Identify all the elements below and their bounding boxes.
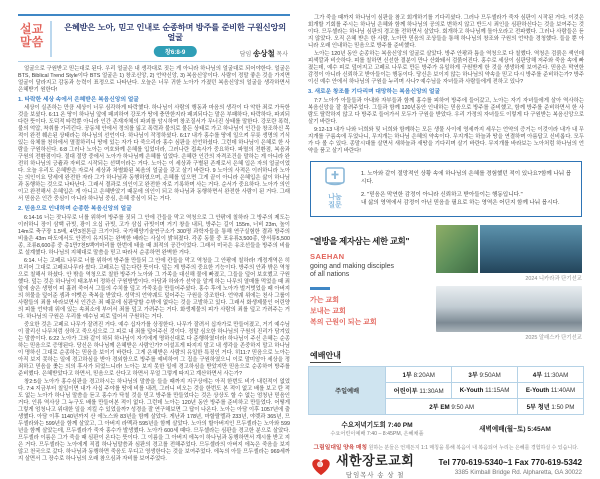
worship-cell-kyouth-label: K-Youth [459,386,484,394]
sharing-questions-box [310,161,582,217]
sermon-subrow [60,46,290,57]
mission-photos-column [436,225,582,341]
sharing-questions [361,170,575,207]
worship-cell-1bu [386,366,452,382]
worship-cell-1bu-time: 8:20AM [411,371,435,379]
mission-item-blessing: 복의 근원이 되는 교회 [310,318,377,326]
worship-table [308,366,584,415]
worship-cell-5bu-label: 5부 청년 [526,403,550,411]
section1-heading: 1. 타락한 세상 속에서 은혜받은 복음신앙의 얼굴 [18,96,139,103]
mission-items [310,296,428,329]
sharing-question-1: 1. 노아와 같이 절망적인 상황 속에 하나님의 은혜를 경험했던 적이 있나요?함께 나눠 봅시다. [361,170,572,186]
worship-cell-children-label: 어린이부 [393,387,418,395]
sermon-label-line2: 말씀 [20,35,44,50]
sermon-label [18,21,52,57]
sharing-box-left [317,167,353,211]
pastor-prefix: 담임 [239,51,253,58]
mission-photo-2025-caption: 2025 알래스카 단기선교 [525,334,582,341]
worship-cell-5bu-youngadult [518,398,584,414]
mission-tagline-line1: going and making disciples [310,262,395,270]
church-contact [439,458,582,476]
worship-cell-2bu-em-time: 9:50 AM [449,403,475,411]
sharing-question-2-text: 내 삶의 영역에서 감정이 아닌 믿음을 필요로 하는 영역은 어딘지 함께 나눠 봅시다. [361,200,560,207]
worship-rowheader-sunday: 주일예배 [309,366,386,414]
matching-text: 원하는 분들은 언제든지 1:1 매칭을 통해 복음이 내 복음되어 누리는 은혜를 경험하실 수 있습니다. [367,444,579,451]
pastor-suffix: 목사 [274,51,288,58]
worship-cell-children-time: 11:30AM [417,387,444,395]
sermon-header [18,14,290,62]
pastor-line [240,48,288,59]
worship-cell-4bu-label: 4부 [532,371,543,379]
church-name: 새한장로교회 [336,453,415,469]
worship-cell-kyouth-time: 11:15AM [483,386,510,394]
section2-paragraph-1: 6:14-16 너는 잣나무로 너를 위하여 방주를 짓되 그 안에 간들을 막고 역청으로 그 안팎에 칠하라 그 방주의 제도는 이러하니 장이 삼백 규빗, 광이 오십 규빗, 고가 삼십 규빗이며 거기 창을 내되, 방주는 길이 155m, 너비 23m, 높이 14m로 축구장 1.5배, 4만3천톤급 크기이다. 국가해양기술연구소가 300명 과학자들을 통해 연구실험한 결과 방주의 비율은 43m 파도에서도 안전이 유지되는 완벽한 배라는 사실이 밝혀졌다. 각종 동물 중 포유류3,500종, 양서류5,500종, 조류8,600종 중 총1만7천5백여마리를 한번에 태울 때 최적의 공간이었다. 그래서 미국은 유조선들을 방주의 비율로 설계했다. 하나님의 지혜대로 말씀을 믿고 따라서 순종하면 완벽한 거다. [18,214,290,256]
section2-paragraph-2: 6:14. 너는 고페르 나무로 너를 위하여 방주를 만들되 그 안에 칸들을 막고 역청을 그 안팎에 칠하라! 개정개역은 히브리어 그대로 고페르나무라 썼다. 고페르는 덮는다란 뜻이다. 덮는 게 방주의 중요한 기능이다. 방주의 안과 밖은 역청으로 칠해서 하셨다. 안 밖을 역청으로 칠한 방주가 노아와 그 가족을 대신해 물에 빠졌고, 그들을 덮어 보호했고 구원했다. 덮는 것은 하나님이 태초부터 정하신 구원방법이다. 아담과 하와가 선악을 알게 하는 나무의 열매를 먹었을 때 죄 앞에 숨은 생명이 피 흘려 죽어서 그들의 수치를 덮고 가죽옷을 만들어주셨다. 홍수 후에 노아가 벌거벗었을 때 아버지의 허물을 덮어준 셈과 야벳은 축복을 받았다. 성막의 언약궤도 덮어주는 구원을 강조한다. 언약궤 위에는 천사 그룹이 사람들의 죄를 바라보면서 인간은 죄 때문에 심판당할 수밖에 없다는 것을 고발하고 있다. 그래서 화생제물인 어린양의 피를 언약궤 위에 있는 속죄소에 부어서 죄를 덮고 가려주는 거다. 화생제물의 피가 사람의 죄를 덮고 가려주는 거다. 하나님의 구원은 우리를 예수님 피로 덮어서 구원하는 거다. [18,257,290,321]
sharing-label-line1: 나눔 [328,193,342,201]
wednesday-children-small: 수요어린이예배 7:40 – 8:45PM, 은혜채플 [330,430,424,437]
mission-photo-2024-caption: 2024 니카라과 단기선교 [525,275,582,282]
church-heart-logo-icon [310,457,332,477]
sermon-title: 은혜받은 노아, 믿고 인내로 순종하며 방주를 준비한 구원신앙의 얼굴 [64,22,286,43]
sermon-body-right [308,15,584,156]
worship-cell-3bu [452,366,518,382]
worship-cell-3bu-label: 3부 [468,371,478,379]
church-brand-row [310,455,414,479]
worship-cell-5bu-time: 1:50 PM [549,403,575,411]
church-address: 3385 Kimball Bridge Rd. Alpharetta, GA 30022 [454,468,582,476]
worship-cell-eyouth-time: 11:40AM [549,386,576,394]
sermon-header-main [52,21,290,57]
section3-paragraph-1: 7:7 노아가 아들들과 아내와 자부들과 함께 홍수를 피하여 방주에 들어갔고, 노아는 자기 자녀들에게 살아 역사하는 복음신앙을 잘 물려주었다. 그들과 함께 120년동안 인내하는 믿음으로 방주를 준비했고, 함께 방주를 준비하면서 한 사람도 탈락하지 않고 다 방주로 들어가서 모두가 구원을 받았다. 우리 가정의 자녀들도 이렇게 다 구원받는 복음신앙으로 살기 바란다. [308,97,584,125]
intro-paragraph: 얼굴으로 구원받고 믿는대로 된다. 우리 얼굴은 내 생각대로 짓는 게 아니라 하나님의 얼굴대로 되어야한다. 얼굴은 BTS, Biblical Trend Style이다 BTS 얼굴은 1) 창조신앙, 2) 언약신앙, 3) 복음신앙이다. 사람이 정말 좋은 것을 가지면 얼굴이 달라지고 감동과 능력이 표정으로 나타난다. 오늘은 너무 귀한 노아가 가졌던 복음신앙의 얼굴을 생각하면서 은혜받기 원한다! [18,65,290,93]
mission-photo-2024 [436,225,582,273]
worship-cell-eyouth-label: E-Youth [525,386,550,394]
section3-paragraph-2: 9:12-13 내가 나와 너희와 및 너희와 함께하는 모든 생물 사이에 영세까지 세우는 언약의 증거는 이것이라 내가 내 무지개를 구름속에 두었나니, 무지개는 하나님 은혜의 약속이다. 무지개는 하늘과 땅을 연결하며 아름답고 신비롭다. 모두가 다 볼 수 있다. 종말시대를 살면서 새하늘과 새땅을 기다리며 살기 바란다. 무지개를 바라보는 노아처럼 하나님의 언약을 품고 살기 바란다! [308,126,584,154]
continuation-paragraph-1: 그가 죽을 때까지 하나님이 심판을 참고 회개하기를 기다리셨다. 그러나 므두셀라가 죽자 심판이 시작된 거다. 이것은 회개할 기회를 주시는 하나님 은혜와 함께 하나님의 공의로 변하지 않고 반드시 죄인을 심판하신다는 것을 보여주는 것이다. 므두셀라는 하나님 심판의 경고를 전하면서 살았다. 회개하고 하나님께 돌아오라고 전파했다. 그러나 사람들은 듣지 않았다. 오직 은혜 받은 한 사람, 노아만 믿음의 조상들을 통해 하나님의 창조와 구원의 언약을 경청했다. 들을 뿐 아니라 오래 인내하는 믿음으로 방주를 준비했다. [308,15,584,50]
continuation-paragraph-2: 노아는 120년 동안 순종하는 복음신앙의 얼굴로 살았다. 방주 안팎과 틈을 역청으로 다 칠했다. 역청은 검붉은 색인데 피색깔과 비슷하다. 피를 칠하면 신선한 결분이 만나 산화돼서 검붉어진다. 홍수로 세상이 심판당해 저주와 죽음 속에 빠졌는데, 예수 피로 덮어지고 고페르 나무로 만든 방주가 유일하게 구원받게 한 것을 생생하게 보여준다. 믿음은 막연한 감정이 아니라 신뢰하고 받아들이는 행동이다. 당신은 보이지 않는 하나님의 약속을 믿고 다시 방주를 준비하는가? 방주이신 예수 안에서 하나님의 구원을 누리며 사나? 예수님을 자녀들과 사람들에게 전하고 있나? [308,51,584,86]
church-phone: Tel 770-619-5340~1 Fax 770-619-5342 [438,457,582,467]
section1-paragraph: 세상이 실존하는 만큼 세상이 너무 심각하게 타락했다. 하나님이 사람의 행동과 마음의 생각이 다 악한 죄로 가득한 것을 보셨다. 6:11 온 땅이 하나님 앞에 패괴하여 강포가 땅에 충만한지라 패괴되다는 말은 부패하다, 타락하다, 파괴되다란 뜻이다. 도덕적 타락뿐 아니라 인간 존재자체의 파괴를 암시하며 창조질서가 무너진 상태를 말한다. 강포란 폭력, 불의 억압, 착취를 가리킨다. 공동체 안에서 정의를 잃고 폭력과 불의로 물든 상태로 가고 하나님이 인간을 창조하신 목적이 완전 훼손된 상태라는 하나님의 선언이다. 하나님이 작정하셨다. 6:17 내가 홍수를 땅에 일으켜 무릇 생명의 기식있는 육체를 천하에서 멸절하리니 땅에 있는 자가 다 죽으리라 홍수 심판을 선언하셨다. 그런데 하나님이 은혜로 한 사람을 구원하신다. 6:8 그러나 노아는 여호와께 은혜를 입었더라, 그러나란 접속사가 중요하다. 파멸의 전환점, 복음과 구원의 전환점이다. 절대 절망 중에서 노아가 하나님께 은혜를 입었다. 은혜란 인간의 자격조건을 말하는 게 아니라 완전히 하나님의 긍휼과 자비로 시작되는 선택이라는 거다. 노아는 이 세상과 구별된 존재로서 은혜 입은 자의 얼굴이었다. 오늘 우리도 은혜받은 자로서 세상과 차별화된 복음의 얼굴을 갖고 살기 바란다. 9 노아의 사적은 이러하니라 노아는 의인이요 당세에 완전한 자라 그가 하나님과 동행하였으며, 은혜를 입으면 그게 끝이 아니라 은혜입은 삶이 하나님과 동행하는 것으로 나타난다. 그래서 결과로 의인이고 완전한 자로 기록하며 사는 거다. 순서가 중요하다. 노아가 의인이고 완전해서 은혜입은 게 아니고 은혜받았기 때문에 의인이 되고 하나님과 동행하면서 완전한 사람이 된 거다. 그래서 믿음은 인간 중심이 아니라 하나님 중심, 은혜 중심이 되는 거다. [18,105,290,203]
sharing-label-line2: 질문 [328,202,342,210]
mission-quote: "열방을 제자삼는 세한 교회" [310,235,410,246]
mission-tagline [310,263,428,281]
mission-section [310,225,582,341]
mission-photo-2025 [436,286,582,332]
mission-photo-2024-left [436,225,478,273]
mission-text-column [310,225,428,341]
matching-title: 그림일대일 양육 매칭 [313,444,368,451]
scripture-badge: 창6:8-9 [154,46,196,57]
one-to-one-matching-line [308,442,584,451]
sharing-question-2-quote: 2. "믿음은 막연한 감정이 아니라 신뢰하고 받아들이는 행동입니다." [361,192,523,199]
worship-row-1 [309,366,584,382]
sharing-label [317,194,353,211]
section2-paragraph-3: 중요한 것은 고페르 나무가 잘려진 거다. 예수 십자가를 상징한다. 나무가 잘려서 십자가로 만들어졌고, 거기 예수님이 잘리신 나무처럼 상하고 죽으심으로 그 피로 내 죄를 덮어주신 것이다. 정말 심오한 하나님의 구원의 진리가 담겨있는 말씀이다. 6:22 노아가 그와 같이 하되 하나님이 자기에게 명하신대로 다 준행하였더라! 하나님이 주신 은혜는 순종하는 믿음으로 증명된다. 당신은 하나님께 은혜받은 사람인가? 어설프게 따지지 말고 내 생각을 존중하지 말고 하나님이 명하신 그대로 순종하는 믿음을 보이기 바란다. 그게 은혜받은 사람의 유일한 특징인 거다. 히11:7 믿음으로 노아는 아직 보지 못하는 일에 경고하심을 받아 경외함으로 방주를 예비하여 그 집을 구원하였으니 이로 말미암아 세상을 정죄하고 믿음을 좇는 의의 후사가 되었느니라! 노아는 보지 못한 일에 경고하심을 받았지만 믿음으로 순종하여 방주를 준비했다. 은혜받았다고 하면서, 믿음으로 산다고 하면서 무얼 그렇게 따지고 계산하면서 사는가? [18,322,290,378]
church-pastor-line [336,470,414,479]
wednesday-prayer-cell [308,419,446,437]
sermon-body-left [18,66,290,464]
worship-cell-2bu-em-label: 2부 EM [429,403,450,411]
worship-heading: 예배안내 [310,350,341,363]
section2-paragraph-4: 창2:5을 노아가 홍수심판을 경고하시는 하나님의 말씀을 들을 때까지 지구상에는 아직 한번도 비가 내린적이 없었다. 7:4 지금부터 칠일이면 내가 사십 주야를 땅에 비를 내려, 그러니 비오는 것을 한번도 본 적이 없고 배를 보고 탄 적도 없는 노아가 하나님 말씀을 듣고 홍수가 닥칠 것을 믿고 방주를 만들었다는 것은 상상도 할 수 없는 엄청난 믿음인 거다. 인류 역사상 그 누구도 배를 만들어본 적이 없다. 그런데 노아는 120년 동안 방주를 준비하고 만들었다. 어떻게 그렇게 엄청나고 위대한 일을 지킬 수 있었을까? 성경을 잘 연구해보면 그 답이 나온다. 노아는 아담 이후 1057년에 출생했다. 아담 이후 1140년까지 산 에노스와 83년을 함께 살았다. 게난과 178년, 마할랄렐과 233년, 야렛과 365년, 므두셀라와는 599년을 함께 살았고, 그 아버지 라멕과 595년을 함께 살았다. 노아의 할아버지인 므두셀라는 노아와 599년을 함께 살았는데, 므두셀라가 죽자 홍수가 발생했다. 노아가 600세 때다. 므두셀라는 심판을 경고한 분으로 살았다. 므두셀라 이름은 그가 죽을 때 심판이 온다는 뜻이다. 그 이름을 그 아버지 에녹이 하나님과 동행하면서 계시를 받고 지은 거다. 므두셀라는 노아에게 직접 하나님말씀과 심판의 경고를 전해주었다. 므두셀라의 아버지 에녹은 죽음을 보지 않고 천국으로 갔다. 하나님과 동행하면 죽음도 무디고 영생한다는 것을 보여주었다. 에녹의 아들 므두셀라는 969세까지 살면서 그 장수로 하나님의 오래 참으심과 자비를 보여주었다. [18,379,290,463]
sharing-question-2 [361,191,575,207]
mission-divider [310,287,330,290]
worship-cell-kyouth [452,382,518,398]
worship-cell-2bu-em [386,398,518,414]
worship-cell-1bu-label: 1부 [402,371,412,379]
pastor-name: 송상철 [252,48,275,58]
mission-item-going: 가는 교회 [310,297,339,305]
section2-heading: 2. 믿음으로 인내하며 순종한 복음신앙의 얼굴 [18,206,132,213]
mission-item-sending: 보내는 교회 [310,307,346,315]
section3-heading: 3. 새로운 창조를 기다리며 대망하는 복음신앙의 얼굴 [308,89,441,96]
wednesday-prayer-bold: 수요저녁기도회 7:40 PM [341,421,413,429]
mission-brand: SAEHAN [310,251,345,261]
church-name-block [336,455,414,479]
mission-photo-2024-right [480,225,582,273]
page-right [300,0,600,479]
dawn-service-cell [446,419,584,437]
worship-section [308,345,584,437]
page-left [0,0,300,462]
mission-tagline-line2: of all nations [310,271,350,279]
dawn-service-bold: 새벽예배(월~토) 5:45AM [479,425,551,433]
church-pastor-name: 송 상 철 [377,471,405,479]
sermon-label-line1: 설교 [20,22,44,36]
worship-cell-children [386,382,452,398]
church-footer [308,455,584,479]
worship-extra-row [308,419,584,437]
worship-cell-eyouth [518,382,584,398]
bible-cross-icon [324,167,346,187]
church-pastor-label: 담임목사 [345,471,378,479]
worship-cell-4bu [518,366,584,382]
worship-cell-3bu-time: 9:50AM [477,371,501,379]
worship-cell-4bu-time: 11:30AM [542,371,569,379]
